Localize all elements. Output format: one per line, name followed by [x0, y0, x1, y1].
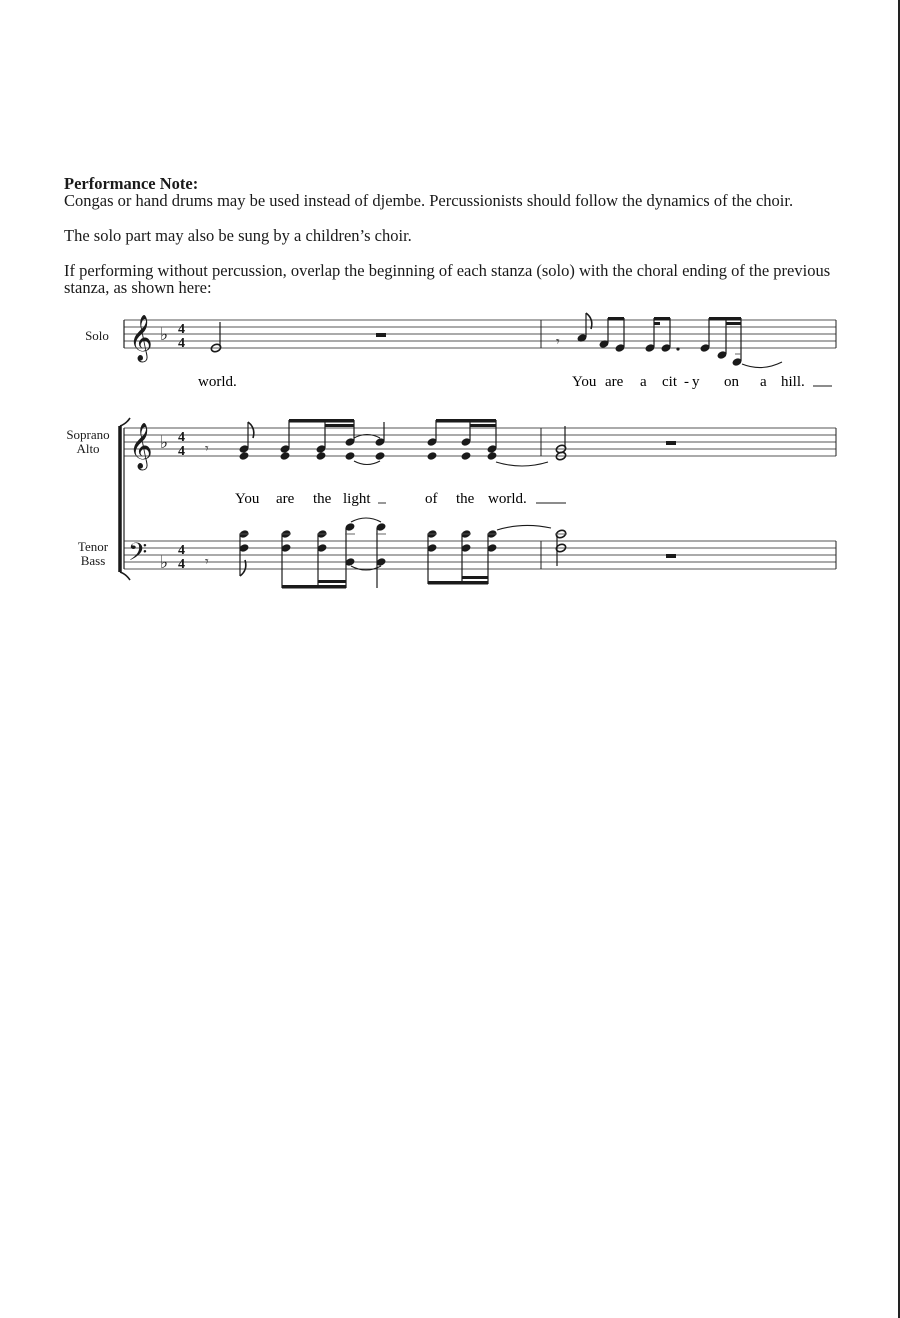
- svg-text:You: You: [572, 374, 597, 390]
- eighth-rest-icon: 𝄾: [556, 334, 560, 350]
- svg-text:𝄾: 𝄾: [205, 554, 209, 570]
- note-paragraph-solo: The solo part may also be sung by a children’s choir.: [64, 226, 412, 245]
- svg-text:a: a: [640, 374, 647, 390]
- svg-text:hill.: hill.: [781, 374, 805, 390]
- lyric: world.: [198, 374, 237, 390]
- svg-text:-: -: [684, 374, 689, 390]
- svg-text:4: 4: [178, 444, 185, 459]
- note-paragraph-percussion: Congas or hand drums may be used instead of djembe. Percussionists should follow the dynamics of the choir.: [64, 191, 794, 210]
- svg-text:the: the: [456, 491, 475, 507]
- svg-text:are: are: [276, 491, 295, 507]
- tenor-bass-staff: [124, 541, 836, 569]
- soprano-alto-staff: [124, 428, 836, 456]
- lyric: You: [235, 491, 260, 507]
- svg-text:𝄾: 𝄾: [205, 441, 209, 457]
- svg-text:4: 4: [178, 430, 185, 445]
- svg-text:are: are: [605, 374, 624, 390]
- svg-text:of: of: [425, 491, 438, 507]
- half-rest-icon: [666, 554, 676, 558]
- svg-text:a: a: [760, 374, 767, 390]
- svg-text:𝄞: 𝄞: [129, 423, 153, 469]
- svg-text:the: the: [313, 491, 332, 507]
- svg-text:cit: cit: [662, 374, 677, 390]
- staff-label-solo: Solo: [85, 328, 109, 343]
- half-rest-icon: [666, 441, 676, 445]
- staff-label-tenor-bass: Tenor Bass: [77, 539, 109, 568]
- svg-text:light: light: [343, 491, 371, 507]
- staff-label-soprano-alto: Soprano Alto: [66, 427, 110, 456]
- treble-clef-icon: 𝄞: [129, 315, 153, 361]
- svg-text:4: 4: [178, 543, 185, 558]
- svg-text:world.: world.: [488, 491, 527, 507]
- bass-clef-icon: 𝄢: [128, 538, 148, 573]
- svg-text:♭: ♭: [160, 433, 169, 453]
- time-signature-icon: 4: [178, 322, 185, 337]
- svg-text:y: y: [692, 374, 700, 390]
- half-rest-icon: [376, 333, 386, 337]
- svg-text:4: 4: [178, 557, 185, 572]
- flat-icon: ♭: [160, 325, 169, 345]
- svg-text:on: on: [724, 374, 739, 390]
- svg-text:♭: ♭: [160, 553, 169, 573]
- note-paragraph-overlap: If performing without percussion, overlap the beginning of each stanza (solo) with the choral ending of the previous stanza, as shown here:: [64, 261, 831, 297]
- svg-text:4: 4: [178, 336, 185, 351]
- note-heading: Performance Note:: [64, 174, 199, 193]
